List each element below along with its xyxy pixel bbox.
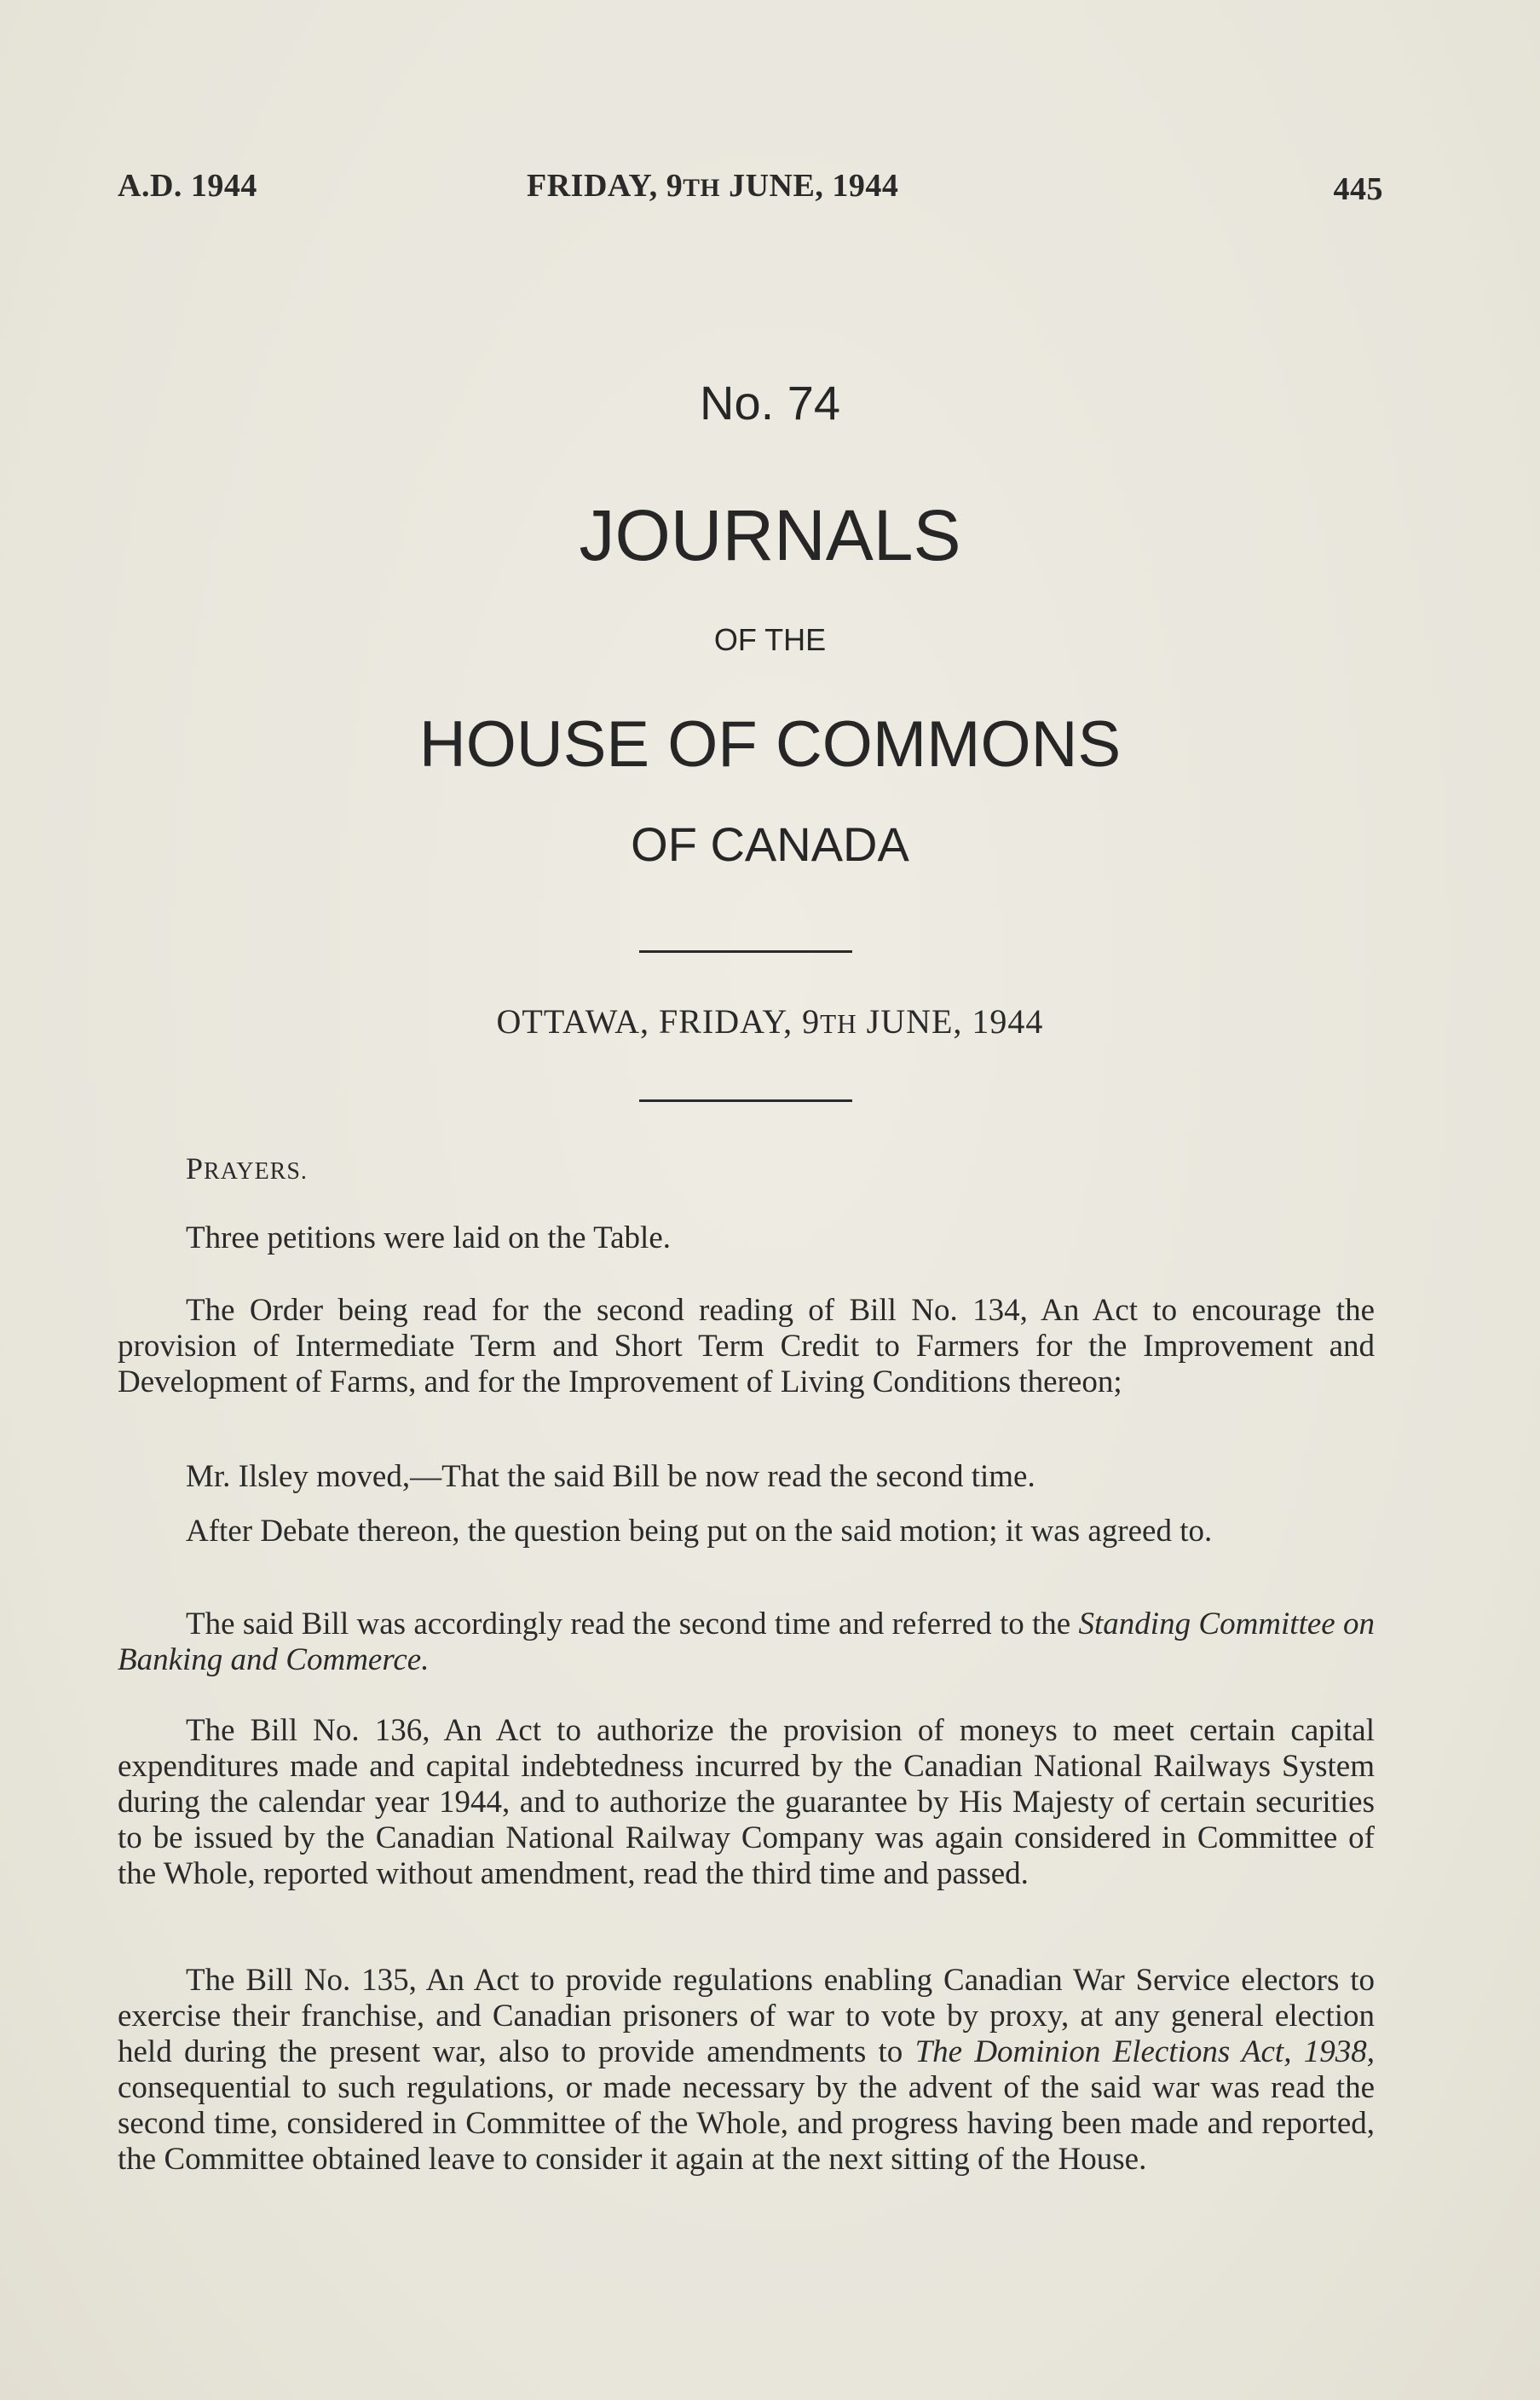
header-date-rest: JUNE, 1944 bbox=[720, 168, 899, 204]
journals-title: JOURNALS bbox=[579, 495, 961, 575]
prayers-initial: P bbox=[186, 1151, 205, 1186]
paragraph-bill-134 bbox=[118, 1293, 1375, 1400]
bill-135-text bbox=[118, 1963, 1375, 2178]
running-header bbox=[118, 167, 1383, 210]
dateline-rest: JUNE, 1944 bbox=[857, 1002, 1044, 1041]
ilsley-motion-text: Mr. Ilsley moved,—That the said Bill be now read the second time. bbox=[186, 1459, 1035, 1494]
issue-number: No. 74 bbox=[700, 376, 840, 430]
paragraph-petitions bbox=[118, 1220, 1375, 1256]
dateline-suffix-th: TH bbox=[820, 1009, 857, 1039]
of-canada-subtitle: OF CANADA bbox=[631, 817, 909, 871]
dateline-prefix: OTTAWA, FRIDAY, 9 bbox=[496, 1002, 821, 1041]
paragraph-bill-135 bbox=[118, 1963, 1375, 2178]
petitions-text: Three petitions were laid on the Table. bbox=[186, 1220, 672, 1255]
of-the-subtitle: OF THE bbox=[713, 622, 827, 657]
prayers-rest: RAYERS. bbox=[204, 1158, 308, 1185]
header-date-prefix: FRIDAY, 9 bbox=[527, 168, 683, 204]
prayers-heading bbox=[186, 1151, 308, 1186]
committee-name: Standing Committee on Banking and Commerce. bbox=[118, 1607, 1375, 1677]
paragraph-bill-136 bbox=[118, 1713, 1375, 1892]
referred-prefix: The said Bill was accordingly read the second time and referred to the bbox=[186, 1607, 1079, 1641]
bill-134-text: The Order being read for the second reading of Bill No. 134, An Act to encourage the provision of Intermediate Term and Short Term Credit to Farmers for the Improvement and Development of Farms, and for the Improvement of Living Conditions thereon; bbox=[118, 1293, 1375, 1399]
page-number: 445 bbox=[1333, 171, 1383, 207]
house-of-commons-title: HOUSE OF COMMONS bbox=[418, 708, 1122, 781]
header-date bbox=[527, 167, 898, 205]
divider-top bbox=[639, 950, 852, 953]
header-year: A.D. 1944 bbox=[118, 168, 257, 204]
debate-text: After Debate thereon, the question being put on the said motion; it was agreed to. bbox=[186, 1514, 1213, 1549]
bill-135-part-b: consequential to such regulations, or made necessary by the advent of the said war was read the second time, considered in Committee of the Whole, and progress having been made and reported, the Committee obtained leave to consider it again at the next sitting of the House. bbox=[118, 2070, 1375, 2177]
paragraph-referred bbox=[118, 1607, 1375, 1678]
bill-136-text: The Bill No. 136, An Act to authorize the provision of moneys to meet certain capital expenditures made and capital indebtedness incurred by the Canadian National Railways System during the calendar year 1944, and to authorize the guarantee by His Majesty of certain securities to be issued by the Canadian National Railway Company was again considered in Committee of the Whole, reported without amendment, read the third time and passed. bbox=[118, 1713, 1375, 1891]
paragraph-debate bbox=[118, 1514, 1375, 1549]
header-date-suffix-th: TH bbox=[683, 175, 721, 202]
paragraph-ilsley-motion bbox=[118, 1459, 1375, 1495]
bill-135-part-a: The Bill No. 135, An Act to provide regulations enabling Canadian War Service electors to exercise their franchise, and Canadian prisoners of war to vote by proxy, at any general election held during the present war, also to provide amendments to bbox=[118, 1963, 1375, 2069]
referred-text bbox=[118, 1607, 1375, 1678]
elections-act-name: The Dominion Elections Act, 1938, bbox=[914, 2034, 1375, 2069]
divider-bottom bbox=[639, 1099, 852, 1102]
dateline bbox=[0, 1001, 1540, 1041]
